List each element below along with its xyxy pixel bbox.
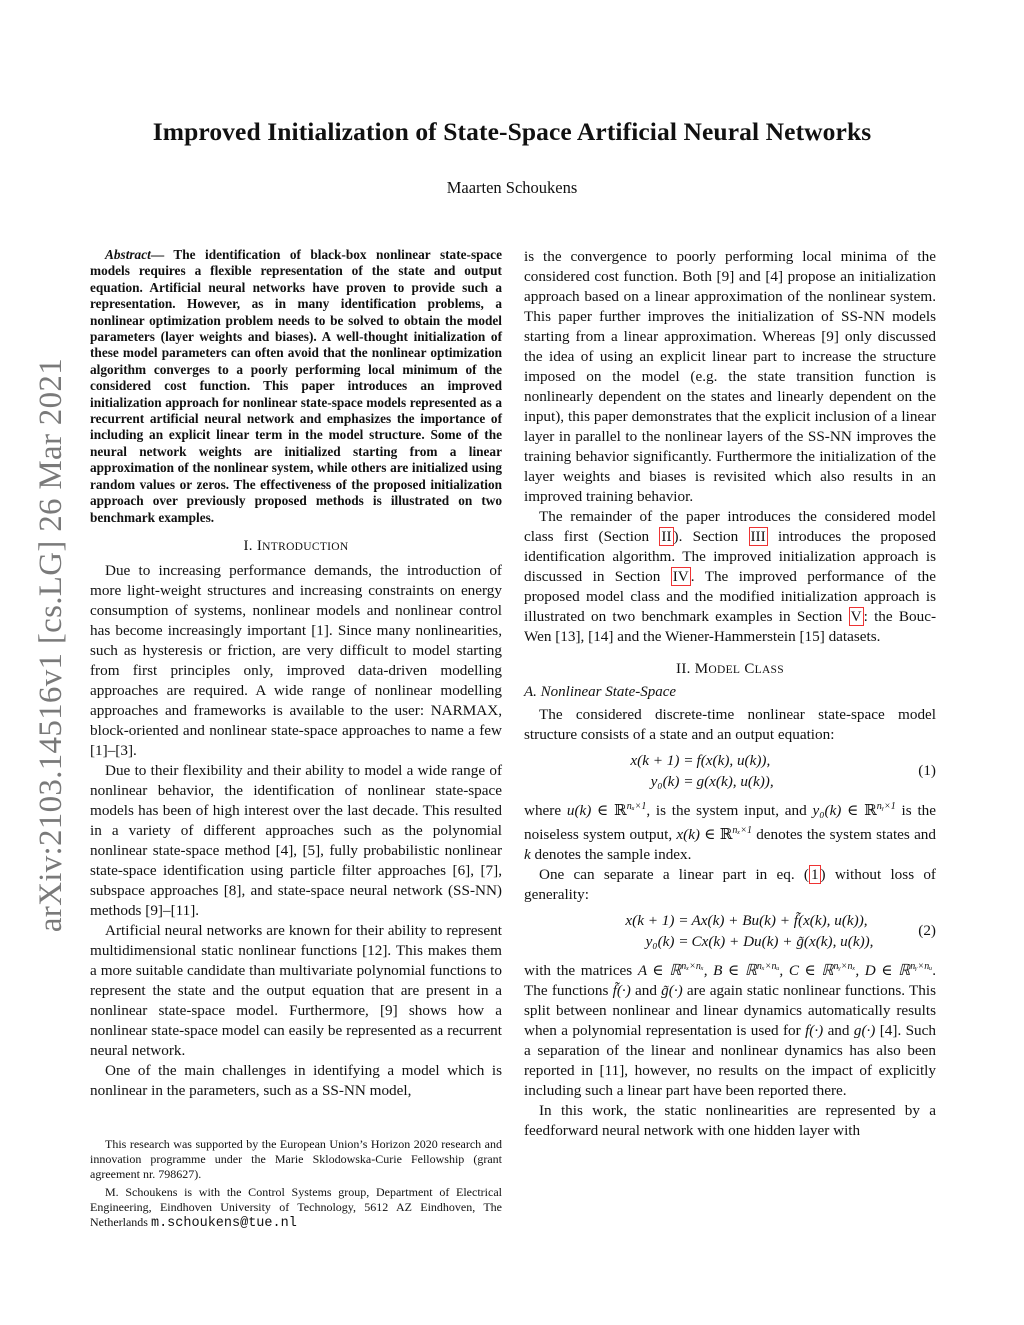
equation-link-1[interactable]: 1 [810,866,819,884]
right-paragraph-6: with the matrices A ∈ ℝ$^{n_x\times n_x}$, B ∈ ℝ$^{n_x\times nᵤ}$, C ∈ ℝ$^{nᵧ\times n_x}$, D ∈ ℝ$^{nᵧ\times nᵤ}$. The functions f̃(·) and g̃(·) are again static nonlinear functions. This split between nonlinear and linear dynamics automatically results when a polynomial representation is used for f(·) and g(·) [4]. Such a separation of the linear and nonlinear dynamics has also been reported in [11], however, no results on the impact of explicitly including such a linear part have been reported there. [524,961,936,1100]
abstract-label: Abstract [105,247,151,262]
abstract-text: The identification of black-box nonlinear state-space models requires a flexible representation of the state and output equation. Artificial neural networks have proven to provide such a representation. However, as in many identification problems, a nonlinear optimization problem needs to be solved to obtain the model parameters (layer weights and biases). A well-thought initialization of these model parameters can often avoid that the nonlinear optimization algorithm converges to a poorly performing local minimum of the considered cost function. This paper introduces an improved initialization approach for nonlinear state-space models represented as a recurrent artificial neural network and emphasizes the importance of including an explicit linear term in the model structure. Some of the neural network weights are initialized starting from a linear approximation of the nonlinear system, while others are initialized using random values or zeros. The effectiveness of the proposed initialization approach over previously proposed methods is illustrated on two benchmark examples. [90,247,502,525]
section-link-iv[interactable]: IV [672,568,689,585]
arxiv-sidebar [30,345,72,945]
intro-paragraph-1: Due to increasing performance demands, the introduction of more light-weight structures and increasing constraints on energy consumption of systems, nonlinear models and nonlinear control has become increasingly important [1]. Since many nonlinearities, such as hysteresis or friction, are very difficult to model starting from first principles only, improved data-driven modelling approaches are required. A wide range of nonlinear modelling approaches and frameworks is available to the user: NARMAX, block-oriented and nonlinear state-space approaches to name a few [1]–[3]. [90,561,502,759]
intro-paragraph-3: Artificial neural networks are known for their ability to represent multidimensional static nonlinear functions [12]. This makes them a more suitable candidate than multivariate polynomial functions to represent the state and the output equation that are present in a nonlinear state-space model. Furthermore, [9] shows how a nonlinear state-space model can easily be represented as a recurrent neural network. [90,921,502,1059]
equation-2: x(k + 1) = Ax(k) + Bu(k) + f̃(x(k), u(k)), y₀(k) = Cx(k) + Du(k) + g̃(x(k), u(k)), (2) [625,912,936,951]
right-paragraph-2: The remainder of the paper introduces the considered model class first (Section II ). Section III introduces the proposed identification algorithm. The improved initialization approach is discussed in Section IV . The improved performance of the proposed model class and the modified initialization approach is illustrated on two benchmark examples in Section V : the Bouc-Wen [13], [14] and the Wiener-Hammerstein [15] datasets. [524,508,936,645]
right-paragraph-3: The considered discrete-time nonlinear state-space model structure consists of a state and an output equation: [524,706,936,743]
section-link-v[interactable]: V [850,608,862,625]
subsection-heading-nonlinear-state-space: A. Nonlinear State-Space [524,684,677,700]
section-heading-model-class: II. MODEL CLASS [676,661,784,677]
intro-paragraph-4: One of the main challenges in identifying a model which is nonlinear in the parameters, such as a SS-NN model, [90,1061,502,1099]
equation-1: x(k + 1) = f(x(k), u(k)), y₀(k) = g(x(k), u(k)), (1) [630,752,936,790]
paper-author: Maarten Schoukens [446,178,578,197]
paper-title: Improved Initialization of State-Space Artificial Neural Networks [152,117,872,146]
right-paragraph-1: is the convergence to poorly performing local minima of the considered cost function. Both [9] and [4] propose an initialization approach based on a linear approximation of the nonlinear system. This paper further improves the initialization of SS-NN models starting from a linear approximation. Whereas [9] only discussed the idea of using an explicit linear part to increase the structure imposed on the model (e.g. the state transition function is nonlinearly dependent on the states and linearly dependent on the input), this paper demonstrates that the explicit inclusion of a linear layer in parallel to the nonlinear layers of the SS-NN improves the training behavior significantly. Furthermore the initialization of the layer weights and biases is revisited which also results in an improved training behavior. [524,248,936,505]
abstract-dash: — [150,247,165,262]
section-heading-introduction: I. INTRODUCTION [243,537,349,554]
intro-paragraph-2: Due to their flexibility and their ability to model a wide range of nonlinear behavior, the identification of nonlinear state-space models has been of high interest over the last decade. This resulted in a variety of different approaches such as the polynomial nonlinear state-space method [4], [5], fully probabilistic nonlinear state-space identification using particle filter approaches [6], [7], subspace approaches [8], and state-space neural network (SS-NN) methods [9]–[11]. [90,761,502,919]
right-column [524,247,936,1141]
left-column [90,247,502,1101]
footnote-funding: This research was supported by the European Union’s Horizon 2020 research and innovation programme under the Marie Sklodowska-Curie Fellowship (grant agreement nr. 798627). [90,1137,502,1181]
right-paragraph-4: where u(k) ∈ ℝ$^{nᵤ\times 1}$, is the system input, and y₀(k) ∈ ℝ$^{nᵧ\times 1}$ is the noiseless system output, x(k) ∈ ℝ$^{n_x\times 1}$ denotes the system states and k denotes the sample index. [524,801,936,864]
section-link-ii[interactable]: II [661,528,672,545]
footnotes [90,1137,502,1231]
right-paragraph-7: In this work, the static nonlinearities are represented by a feedforward neural network with one hidden layer with [524,1102,936,1140]
equation-number-2: (2) [918,922,936,940]
arxiv-identifier: arXiv:2103.14516v1 [cs.LG] 26 Mar 2021 [32,357,69,933]
author-email[interactable]: m.schoukens@tue.nl [150,1216,297,1231]
section-link-iii[interactable]: III [750,528,766,545]
equation-number-1: (1) [918,762,936,779]
right-paragraph-5: One can separate a linear part in eq. ( 1 ) without loss of generality: [524,866,936,904]
footnote-affiliation: M. Schoukens is with the Control Systems group, Department of Electrical Engineering, Eindhoven University of Technology, 5612 AZ Eindhoven, The Netherlands m.schoukens@tue.nl [90,1185,502,1231]
abstract [90,247,502,526]
